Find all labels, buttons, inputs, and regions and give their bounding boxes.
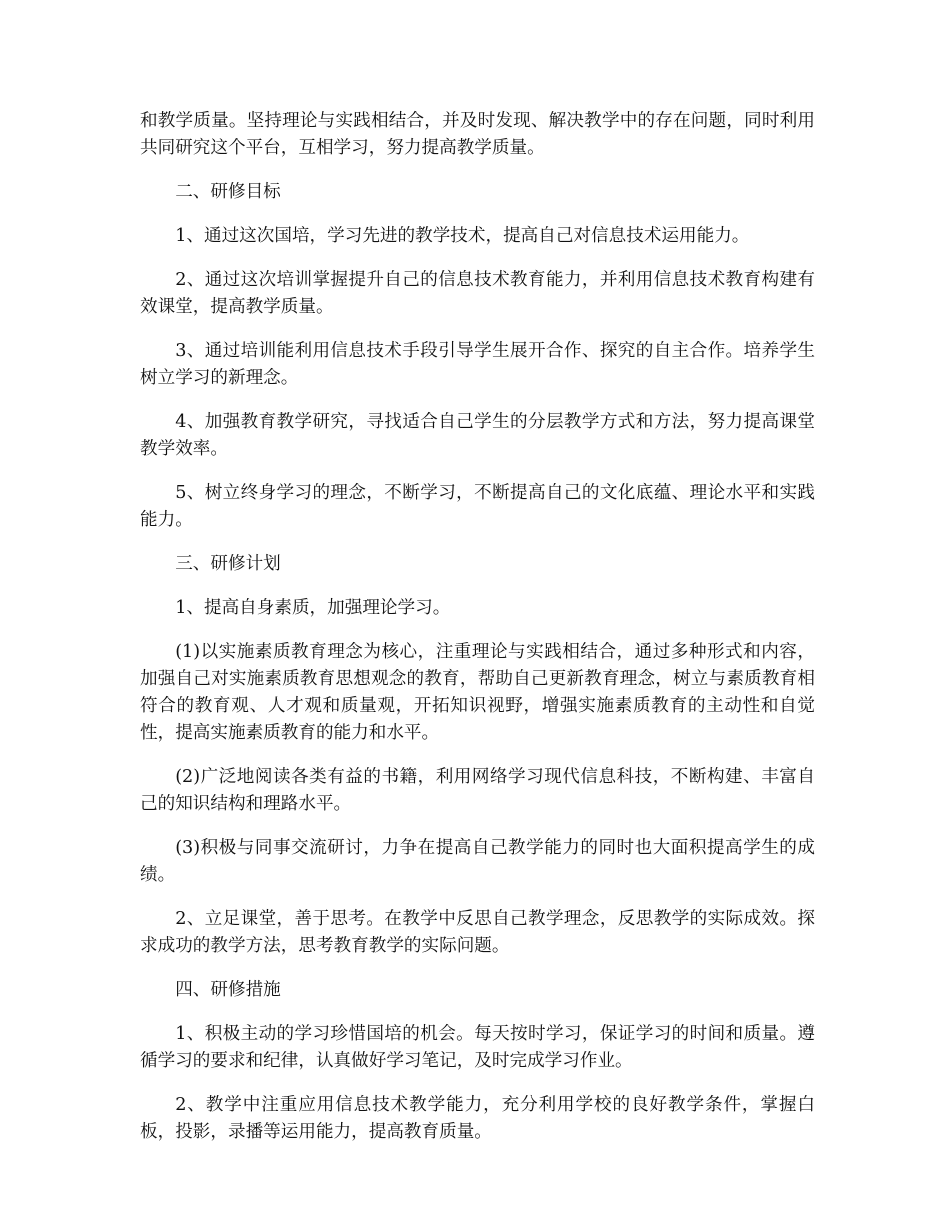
section-heading-plan: 三、研修计划 — [175, 554, 281, 574]
goal-item-5: 5、树立终身学习的理念，不断学习，不断提高自己的文化底蕴、理论水平和实践能力。 — [140, 483, 815, 530]
plan-subitem-3: (3)积极与同事交流研讨，力争在提高自己教学能力的同时也大面积提高学生的成绩。 — [140, 838, 815, 885]
goal-item-3: 3、通过培训能利用信息技术手段引导学生展开合作、探究的自主合作。培养学生树立学习的新理念。 — [140, 341, 815, 388]
document-page — [140, 108, 815, 1163]
measure-item-2: 2、教学中注重应用信息技术教学能力，充分利用学校的良好教学条件，掌握白板，投影，录播等运用能力，提高教育质量。 — [140, 1095, 815, 1142]
section-heading-goals: 二、研修目标 — [175, 182, 281, 202]
plan-subitem-1: (1)以实施素质教育理念为核心，注重理论与实践相结合，通过多种形式和内容，加强自己对实施素质教育思想观念的教育，帮助自己更新教育理念，树立与素质教育相符合的教育观、人才观和质量观，开拓知识视野，增强实施素质教育的主动性和自觉性，提高实施素质教育的能力和水平。 — [140, 642, 815, 743]
section-heading-measures: 四、研修措施 — [175, 980, 281, 1000]
goal-item-2: 2、通过这次培训掌握提升自己的信息技术教育能力，并利用信息技术教育构建有效课堂，提高教学质量。 — [140, 270, 815, 317]
measure-item-1: 1、积极主动的学习珍惜国培的机会。每天按时学习，保证学习的时间和质量。遵循学习的要求和纪律，认真做好学习笔记，及时完成学习作业。 — [140, 1024, 815, 1071]
plan-item-1: 1、提高自身素质，加强理论学习。 — [175, 598, 451, 618]
plan-item-2: 2、立足课堂，善于思考。在教学中反思自己教学理念，反思教学的实际成效。探求成功的教学方法，思考教育教学的实际问题。 — [140, 909, 815, 956]
goal-item-4: 4、加强教育教学研究，寻找适合自己学生的分层教学方式和方法，努力提高课堂教学效率。 — [140, 412, 815, 459]
paragraph-continuation: 和教学质量。坚持理论与实践相结合，并及时发现、解决教学中的存在问题，同时利用共同研究这个平台，互相学习，努力提高教学质量。 — [140, 111, 815, 158]
goal-item-1: 1、通过这次国培，学习先进的教学技术，提高自己对信息技术运用能力。 — [175, 226, 750, 246]
plan-subitem-2: (2)广泛地阅读各类有益的书籍，利用网络学习现代信息科技，不断构建、丰富自己的知识结构和理路水平。 — [140, 767, 815, 814]
